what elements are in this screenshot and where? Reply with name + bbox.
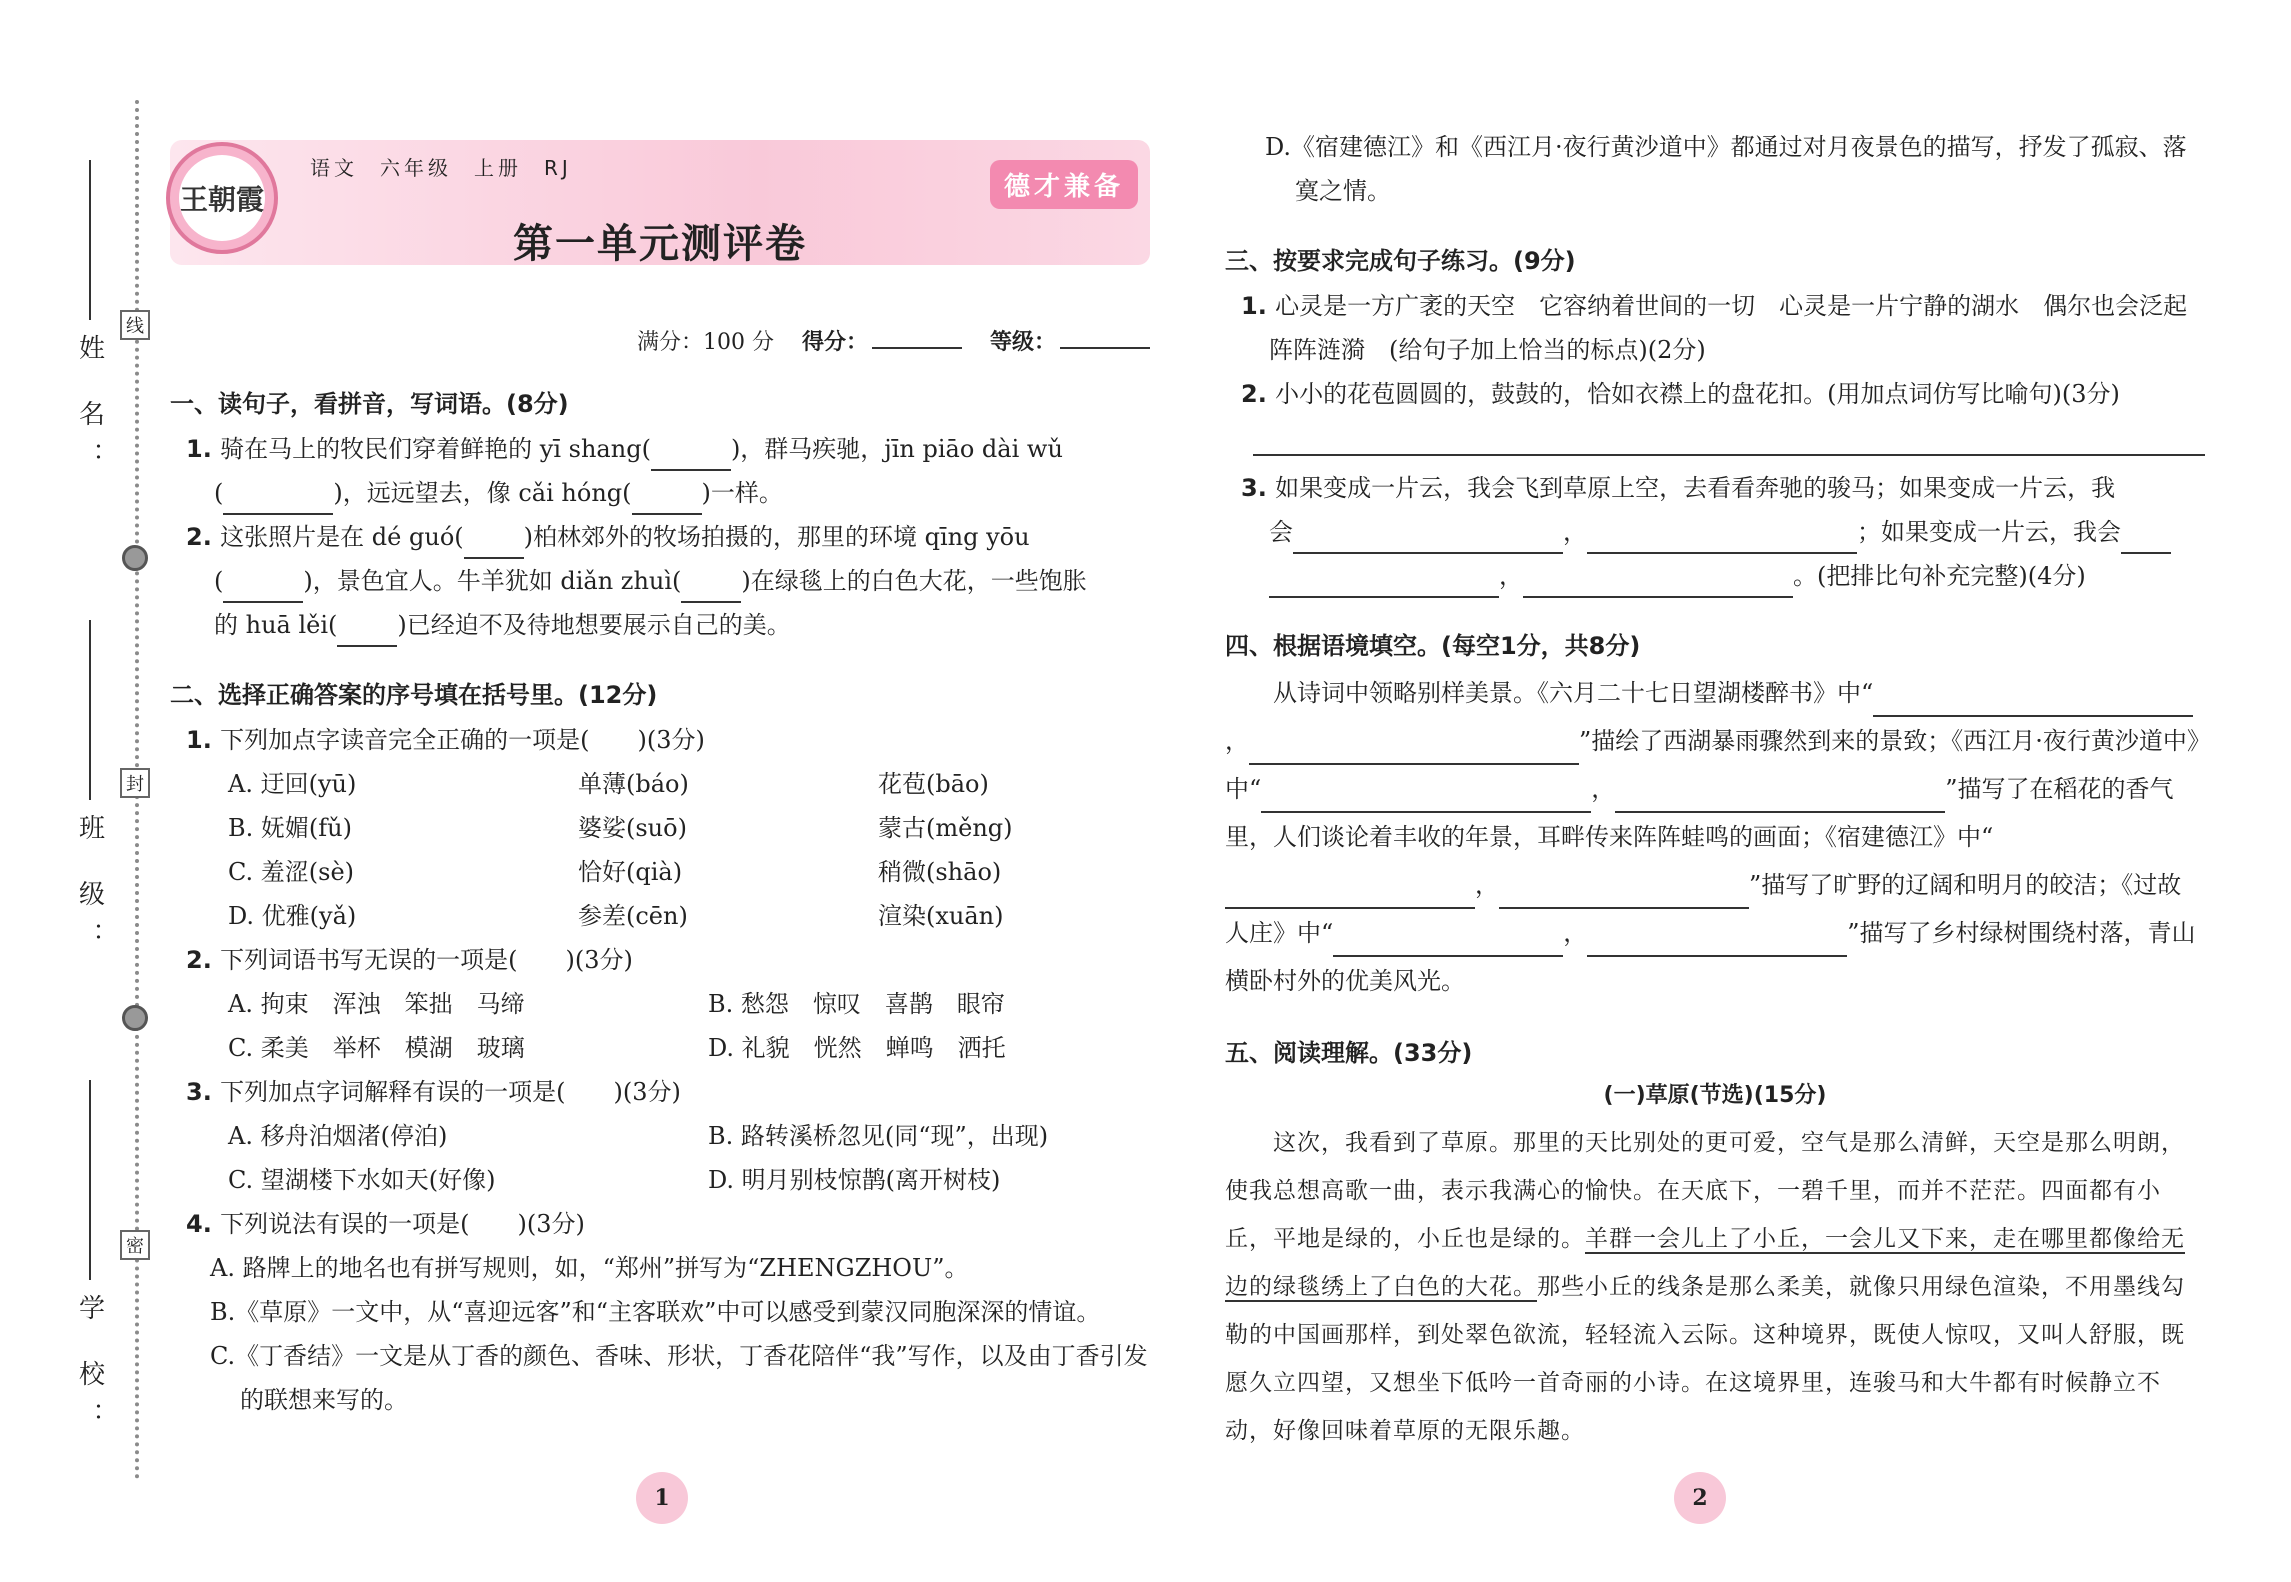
s2-q4-option-c[interactable]: C.《丁香结》一文是从丁香的颜色、香味、形状，丁香花陪伴“我”写作，以及由丁香引发的联想来写的。 (210, 1342, 1148, 1414)
hole-icon (122, 1005, 148, 1031)
mark-mi: 密 (120, 1230, 150, 1260)
section-2-title: 二、选择正确答案的序号填在括号里。(12分) (170, 681, 658, 709)
reading-subtitle: (一)草原(节选)(15分) (1603, 1083, 1827, 1108)
mark-xian: 线 (120, 310, 150, 340)
s1-question-1: 1. 骑在马上的牧民们穿着鲜艳的 yī shang( )，群马疾驰，jīn piāo dài wǔ ( )，远远望去，像 cǎi hóng( )一样。 (170, 427, 1150, 515)
section-1-title: 一、读句子，看拼音，写词语。(8分) (170, 390, 569, 418)
s3-question-1: 1. 心灵是一方广袤的天空 它容纳着世间的一切 心灵是一片宁静的湖水 偶尔也会泛起阵阵涟漪 (给句子加上恰当的标点)(2分) (1241, 292, 2188, 364)
name-field[interactable]: 姓 名： (60, 160, 120, 484)
motto-badge: 德才兼备 (990, 160, 1138, 209)
s3-question-2: 2. 小小的花苞圆圆的，鼓鼓的，恰如衣襟上的盘花扣。(用加点词仿写比喻句)(3分) (1241, 380, 2120, 408)
grade-blank[interactable] (1060, 347, 1150, 349)
s2-question-2: 2. 下列词语书写无误的一项是( )(3分) (186, 946, 633, 974)
binding-margin (60, 100, 160, 1480)
page-left (170, 140, 1150, 1422)
s2-q3-options[interactable]: A. 移舟泊烟渚(停泊) B. 路转溪桥忽见(同“现”，出现) C. 望湖楼下水如天(好像) D. 明月别枝惊鹊(离开树枝) (228, 1122, 1049, 1194)
page-number-right: 2 (1674, 1472, 1726, 1524)
reading-passage: 这次，我看到了草原。那里的天比别处的更可爱，空气是那么清鲜，天空是那么明朗，使我总想高歌一曲，表示我满心的愉快。在天底下，一碧千里，而并不茫茫。四面都有小丘，平地是绿的，小丘也是绿的。羊群一会儿上了小丘，一会儿又下来，走在哪里都像给无边的绿毯绣上了白色的大花。那些小丘的线条是那么柔美，就像只用绿色渲染，不用墨线勾勒的中国画那样，到处翠色欲流，轻轻流入云际。这种境界，既使人惊叹，又叫人舒服，既愿久立四望，又想坐下低吟一首奇丽的小诗。在这境界里，连骏马和大牛都有时候静立不动，好像回味着草原的无限乐趣。 (1225, 1130, 2185, 1444)
s1-question-2: 2. 这张照片是在 dé guó( )柏林郊外的牧场拍摄的，那里的环境 qīng yōu ( )，景色宜人。牛羊犹如 diǎn zhuì( )在绿毯上的白色大花，一些饱胀 的 huā lěi( )已经迫不及待地想要展示自己的美。 (170, 515, 1150, 647)
mark-feng: 封 (120, 768, 150, 798)
subject-line: 语文 六年级 上册 RJ (310, 156, 572, 180)
page-right (1225, 125, 2205, 1455)
header-banner (170, 140, 1150, 265)
s2-q4-option-a[interactable]: A. 路牌上的地名也有拼写规则，如，“郑州”拼写为“ZHENGZHOU”。 (210, 1254, 969, 1282)
s2-question-3: 3. 下列加点字词解释有误的一项是( )(3分) (186, 1078, 681, 1106)
brand-logo-icon: 王朝霞 (166, 142, 278, 254)
section-5-title: 五、阅读理解。(33分) (1225, 1039, 1473, 1067)
hole-icon (122, 545, 148, 571)
s2-q1-options[interactable]: A. 迂回(yū) 单薄(báo) 花苞(bāo) B. 妩媚(fǔ) 婆娑(suō) 蒙古(měng) C. 羞涩(sè) 恰好(qià) 稍微(shāo) D. 优雅(yǎ) 参差(cēn) 渲染(xuān) (228, 770, 1013, 930)
s4-context-paragraph: 从诗词中领略别样美景。《六月二十七日望湖楼醉书》中“， ”描绘了西湖暴雨骤然到来的景致；《西江月·夜行黄沙道中》中“ ， ”描写了在稻花的香气里，人们谈论着丰收的年景，耳畔传来阵阵蛙鸣的画面；《宿建德江》中“， ”描写了旷野的辽阔和明月的皎洁；《过故人庄》中“ ， ”描写了乡村绿树围绕村落，青山横卧村外的优美风光。 (1225, 679, 2199, 995)
s3-q2-answer-line[interactable] (1253, 416, 2205, 456)
s2-q4-option-d[interactable]: D.《宿建德江》和《西江月·夜行黄沙道中》都通过对月夜景色的描写，抒发了孤寂、落寞之情。 (1265, 133, 2187, 205)
s2-q4-option-b[interactable]: B.《草原》一文中，从“喜迎远客”和“主客联欢”中可以感受到蒙汉同胞深深的情谊。 (210, 1298, 1101, 1326)
score-blank[interactable] (872, 347, 962, 349)
underlined-sentence: 羊群一会儿上了小丘，一会儿又下来，走在哪里都像给无边的绿毯绣上了白色的大花。 (1225, 1226, 2185, 1300)
page-number-left: 1 (636, 1472, 688, 1524)
score-line: 满分：100 分 得分： 等级： (170, 325, 1150, 356)
page-title: 第一单元测评卷 (513, 221, 807, 267)
class-field[interactable]: 班 级： (60, 620, 120, 964)
s3-question-3: 3. 如果变成一片云，我会飞到草原上空，去看看奔驰的骏马；如果变成一片云，我 会 ， ；如果变成一片云，我会 ， 。(把排比句补充完整)(4分) (1225, 466, 2205, 598)
s2-q2-options[interactable]: A. 拘束 浑浊 笨拙 马缔 B. 愁怨 惊叹 喜鹊 眼帘 C. 柔美 举杯 模湖 玻璃 D. 礼貌 恍然 蝉鸣 洒托 (228, 990, 1006, 1062)
school-field[interactable]: 学 校： (60, 1080, 120, 1444)
s2-question-4: 4. 下列说法有误的一项是( )(3分) (186, 1210, 585, 1238)
s2-question-1: 1. 下列加点字读音完全正确的一项是( )(3分) (186, 726, 705, 754)
section-3-title: 三、按要求完成句子练习。(9分) (1225, 247, 1576, 275)
section-4-title: 四、根据语境填空。(每空1分，共8分) (1225, 632, 1641, 660)
